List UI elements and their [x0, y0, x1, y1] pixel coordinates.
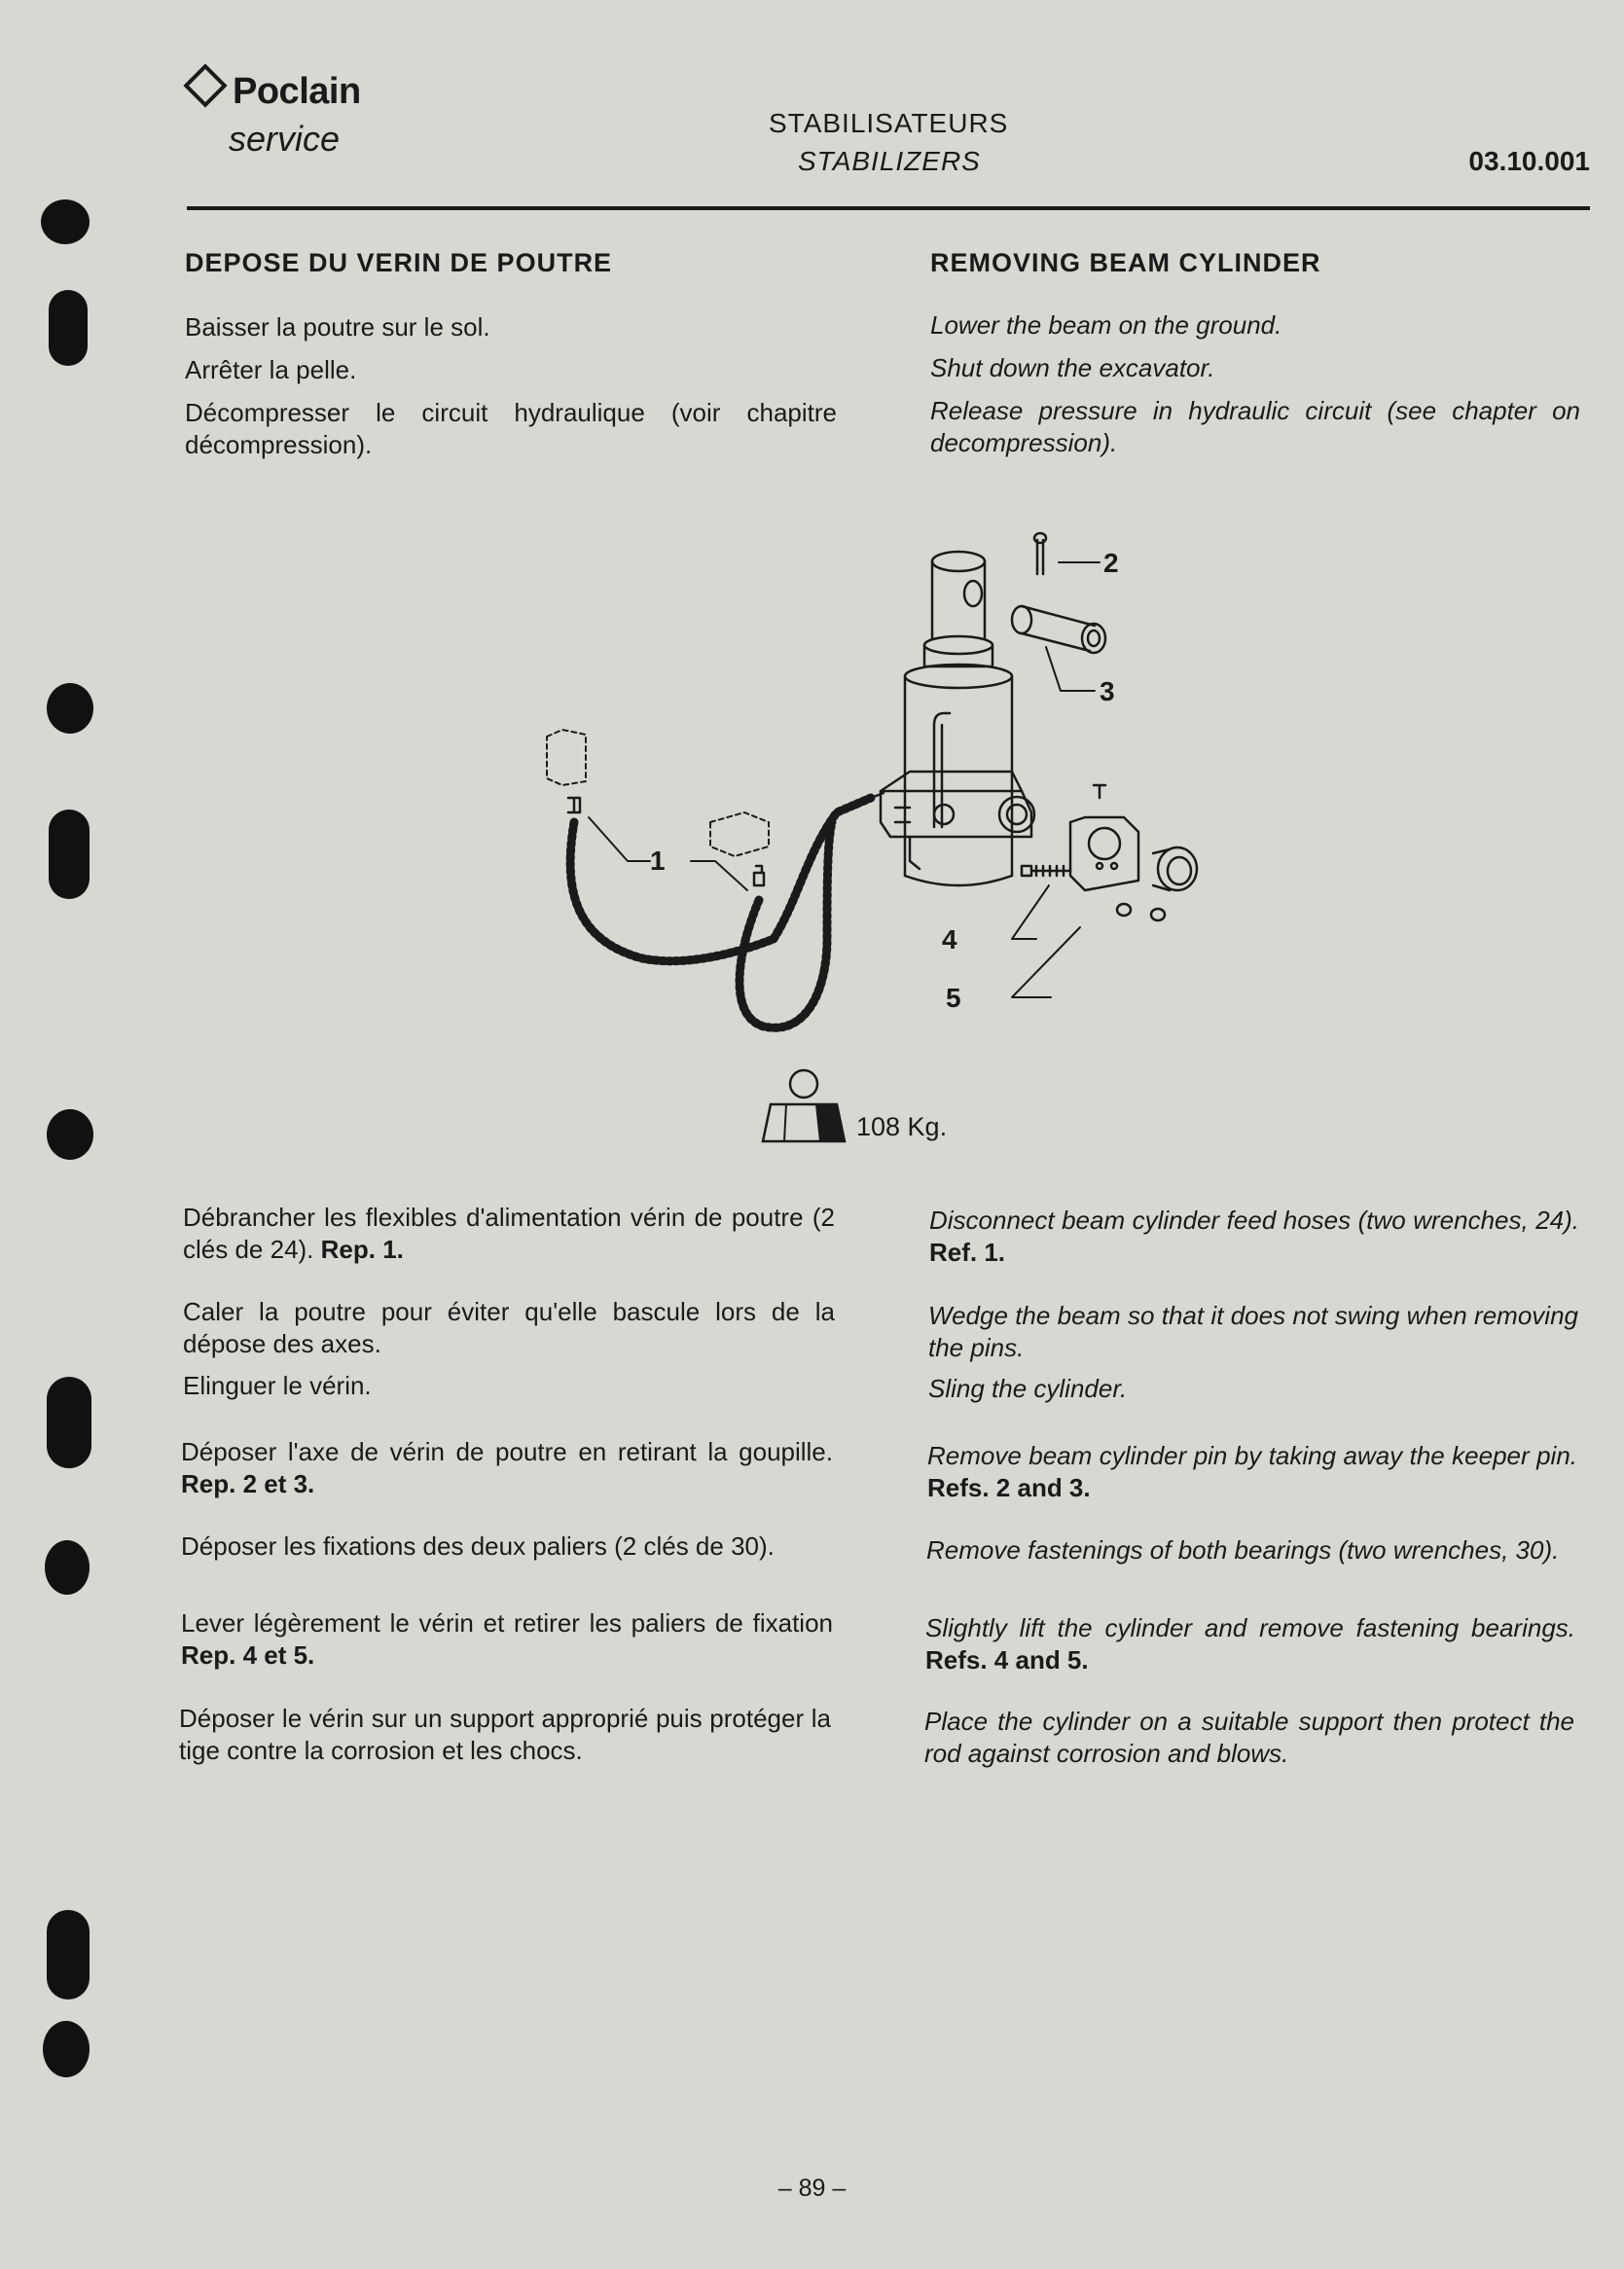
intro-fr-2: Arrêter la pelle.: [185, 355, 357, 384]
binder-hole: [43, 2021, 90, 2077]
step-fr-6-ref: Rep. 4 et 5.: [181, 1640, 315, 1670]
doc-code: 03.10.001: [1468, 146, 1590, 176]
protective-caps: [547, 730, 769, 856]
callout-4: 4: [942, 924, 957, 954]
step-en-5: [926, 1534, 1576, 1567]
brand-logo: [190, 70, 361, 113]
exploded-view-figure: [525, 530, 1226, 1056]
step-en-2: [928, 1300, 1578, 1364]
binder-hole: [47, 1377, 91, 1468]
step-fr-6-text: Lever légèrement le vérin et retirer les paliers de fixation: [181, 1608, 833, 1638]
step-fr-6: [181, 1607, 833, 1672]
step-en-3: [928, 1373, 1578, 1405]
weight-label: 108 Kg.: [856, 1112, 948, 1141]
header-title-fr: STABILISATEURS: [769, 108, 1009, 138]
step-en-5-text: Remove fastenings of both bearings (two wrenches, 30).: [926, 1535, 1560, 1565]
binder-hole: [49, 290, 88, 366]
step-en-2-text: Wedge the beam so that it does not swing when removing the pins.: [928, 1301, 1578, 1362]
step-en-4-text: Remove beam cylinder pin by taking away the keeper pin.: [927, 1441, 1577, 1470]
intro-en-1: Lower the beam on the ground.: [930, 310, 1282, 340]
step-en-7-text: Place the cylinder on a suitable support then protect the rod against corrosion and blows.: [924, 1707, 1574, 1768]
weight-icon: [759, 1067, 851, 1145]
cylinder-body: [881, 552, 1034, 885]
keeper-pin: [1034, 533, 1046, 574]
step-fr-1-ref: Rep. 1.: [320, 1235, 404, 1264]
step-fr-1-text: Débrancher les flexibles d'alimentation vérin de poutre (2 clés de 24).: [183, 1203, 835, 1264]
header-title-en: STABILIZERS: [798, 146, 981, 176]
step-fr-3: [183, 1370, 835, 1402]
step-en-4: [927, 1440, 1577, 1504]
step-fr-7: [179, 1703, 831, 1767]
step-en-6-ref: Refs. 4 and 5.: [925, 1645, 1089, 1675]
step-fr-3-text: Elinguer le vérin.: [183, 1371, 372, 1400]
bearing-assembly: [1022, 785, 1197, 920]
step-en-1: [929, 1205, 1579, 1269]
step-fr-4: [181, 1436, 833, 1500]
brand-sub: service: [229, 119, 341, 159]
step-en-7: [924, 1706, 1574, 1770]
step-en-3-text: Sling the cylinder.: [928, 1374, 1128, 1403]
callout-5: 5: [946, 983, 961, 1013]
step-en-6-text: Slightly lift the cylinder and remove fastening bearings.: [925, 1613, 1575, 1642]
step-fr-2-text: Caler la poutre pour éviter qu'elle bascule lors de la dépose des axes.: [183, 1297, 835, 1358]
header-rule: [187, 206, 1590, 210]
section-title-en: REMOVING BEAM CYLINDER: [930, 248, 1321, 277]
step-fr-5-text: Déposer les fixations des deux paliers (2 clés de 30).: [181, 1531, 775, 1561]
feed-hoses: [568, 793, 884, 1027]
binder-hole: [47, 683, 93, 734]
binder-hole: [47, 1109, 93, 1160]
callout-leaders: [589, 562, 1100, 997]
step-en-6: [925, 1612, 1575, 1676]
intro-fr-1: Baisser la poutre sur le sol.: [185, 312, 490, 342]
callout-1: 1: [650, 846, 666, 876]
binder-hole: [47, 1910, 90, 1999]
intro-en-2: Shut down the excavator.: [930, 353, 1215, 382]
cylinder-pin: [1012, 606, 1105, 653]
callout-2: 2: [1103, 548, 1119, 578]
step-en-4-ref: Refs. 2 and 3.: [927, 1473, 1091, 1502]
binder-hole: [45, 1540, 90, 1595]
step-fr-5: [181, 1531, 833, 1563]
callout-3: 3: [1100, 676, 1115, 706]
diamond-icon: [183, 63, 227, 107]
step-fr-4-text: Déposer l'axe de vérin de poutre en retirant la goupille.: [181, 1437, 833, 1466]
binder-hole: [49, 810, 90, 899]
step-en-1-ref: Ref. 1.: [929, 1238, 1006, 1267]
binder-hole: [41, 199, 90, 244]
step-fr-7-text: Déposer le vérin sur un support approprié puis protéger la tige contre la corrosion et les chocs.: [179, 1704, 831, 1765]
step-en-1-text: Disconnect beam cylinder feed hoses (two wrenches, 24).: [929, 1206, 1579, 1235]
page-number: – 89 –: [777, 2175, 847, 2202]
section-title-fr: DEPOSE DU VERIN DE POUTRE: [185, 248, 613, 277]
intro-en-3: Release pressure in hydraulic circuit (see chapter on decompression).: [930, 396, 1580, 457]
intro-fr-3: Décompresser le circuit hydraulique (voir chapitre décompression).: [185, 398, 837, 459]
step-fr-4-ref: Rep. 2 et 3.: [181, 1469, 315, 1498]
brand-name: Poclain: [233, 71, 361, 112]
step-fr-2: [183, 1296, 835, 1360]
step-fr-1: [183, 1202, 835, 1266]
